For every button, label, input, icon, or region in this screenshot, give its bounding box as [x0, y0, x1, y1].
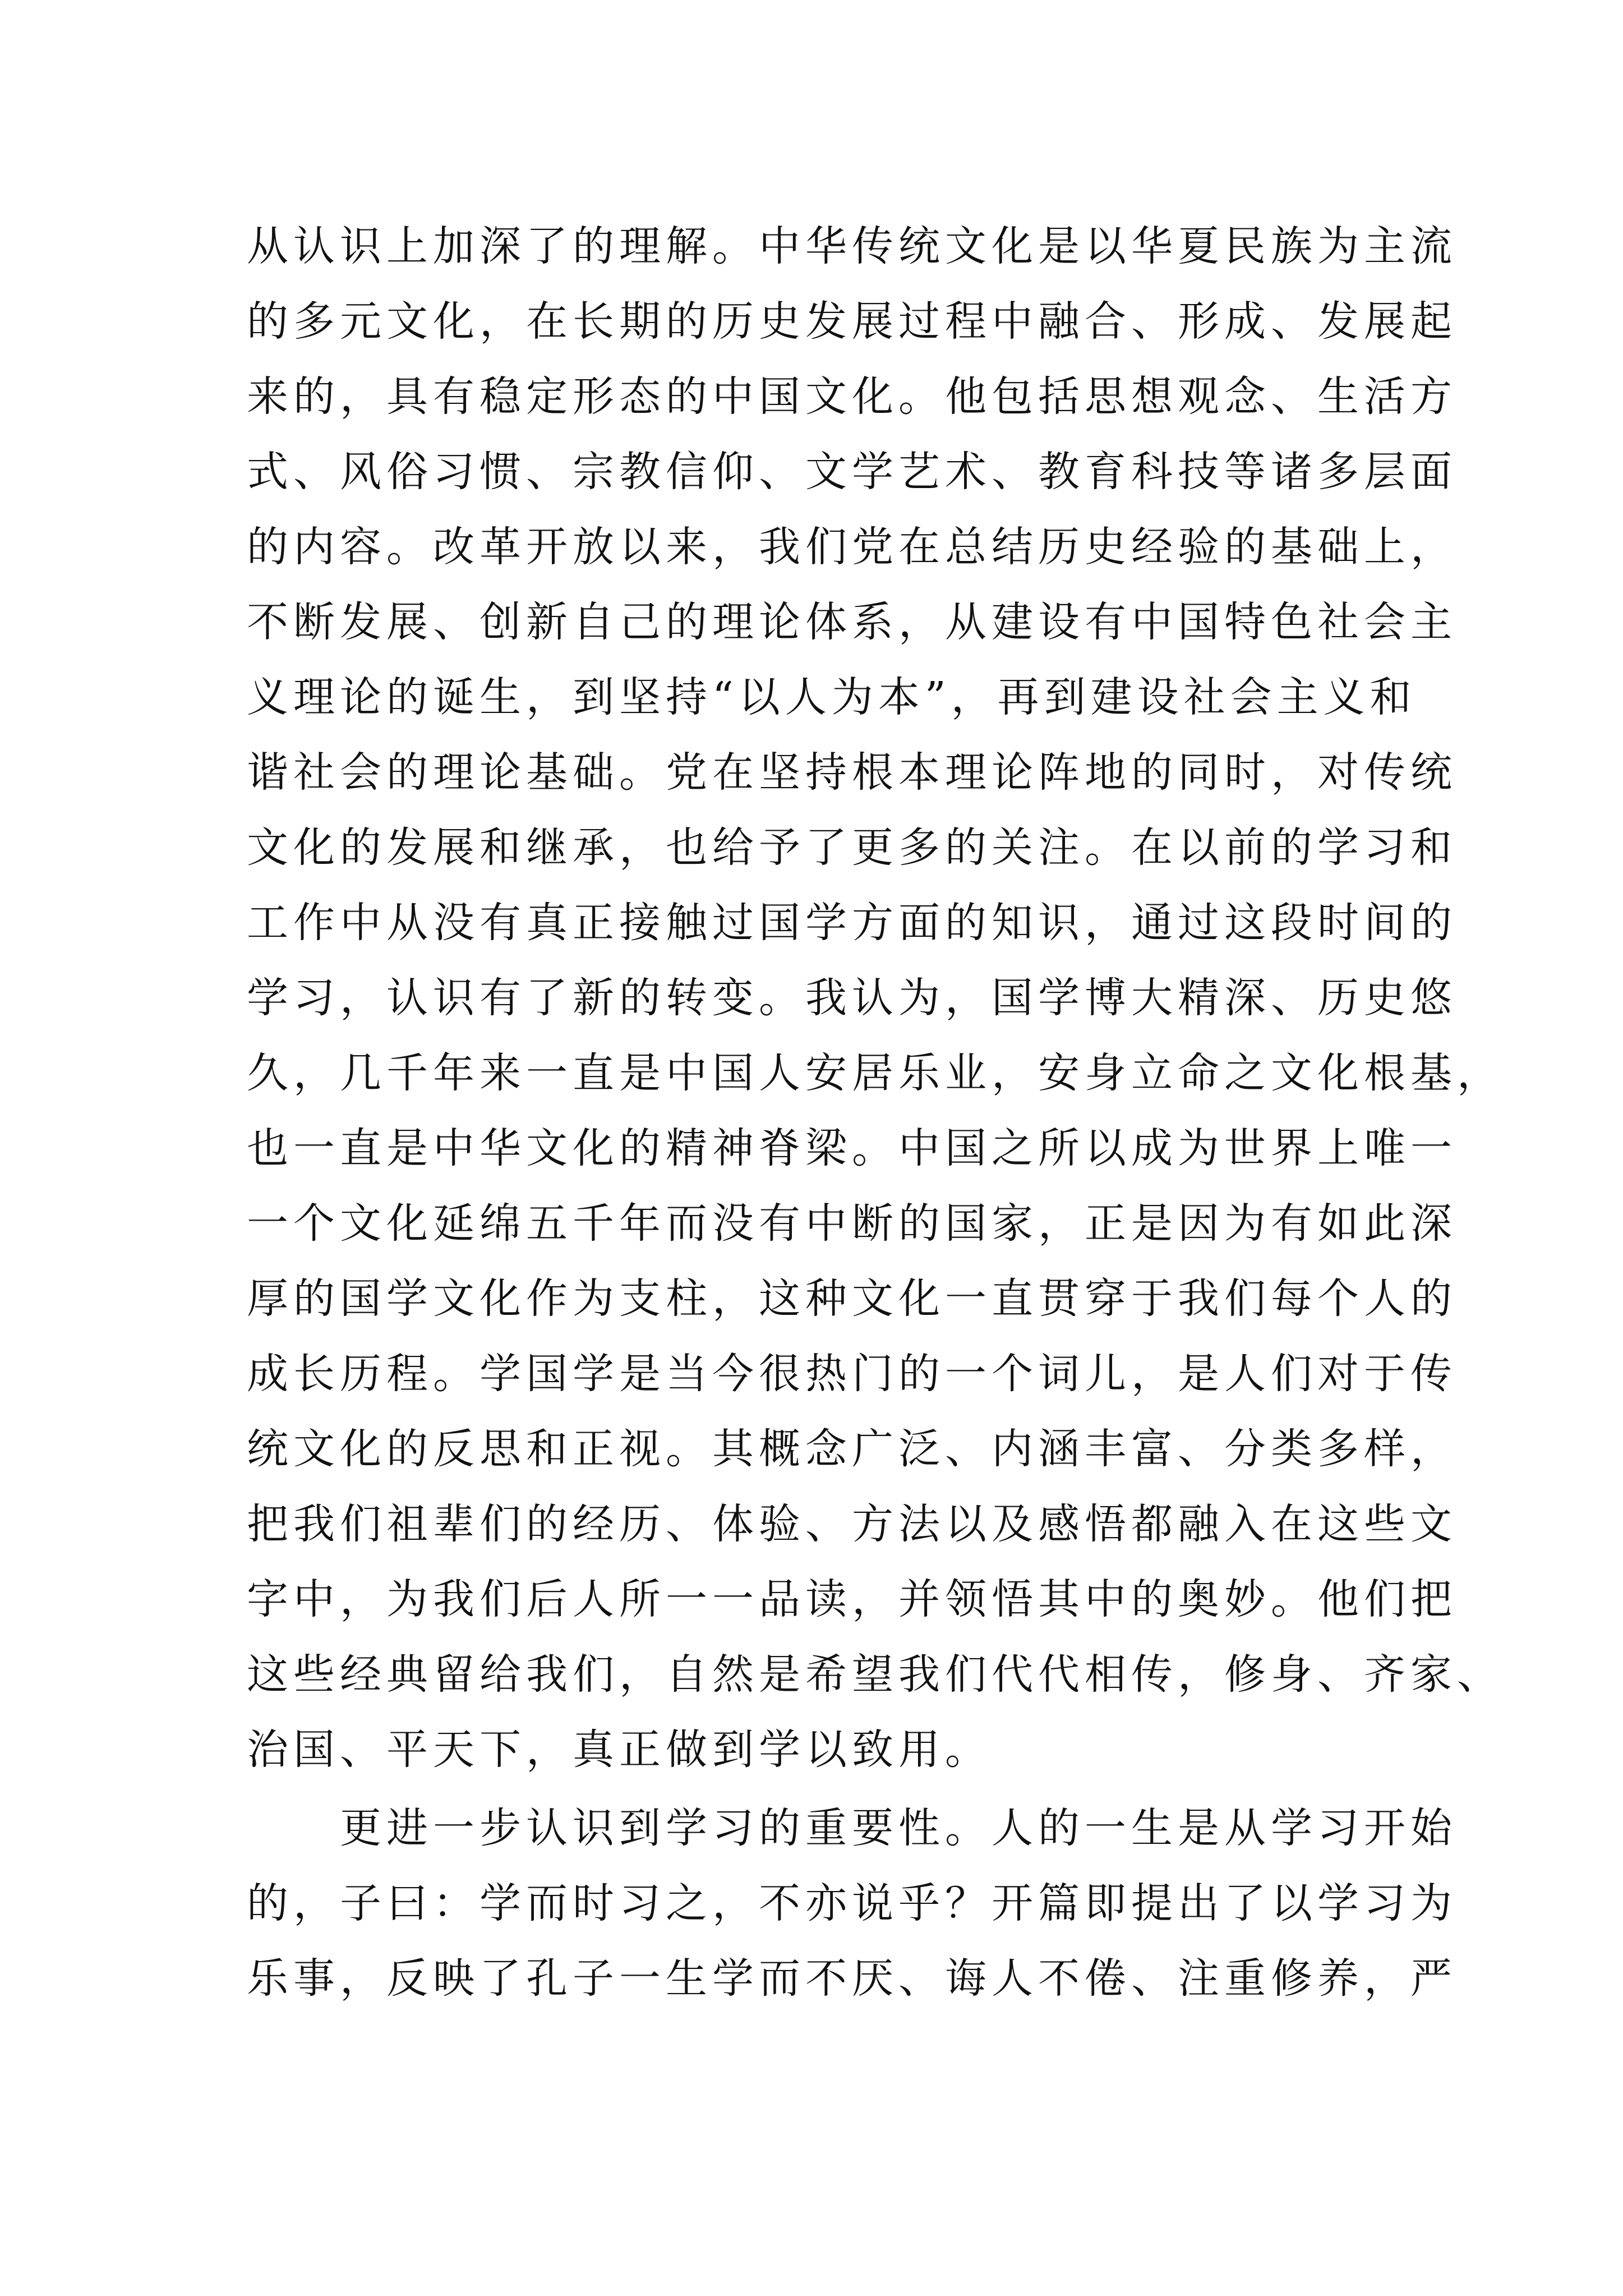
- text-line: 把我们祖辈们的经历、体验、方法以及感悟都融入在这些文: [247, 1500, 1457, 1548]
- paragraph-1: [247, 209, 1504, 1787]
- text-line: 字中，为我们后人所一一品读，并领悟其中的奥妙。他们把: [247, 1575, 1457, 1623]
- text-line: 谐社会的理论基础。党在坚持根本理论阵地的同时，对传统: [247, 748, 1457, 797]
- text-line: 这些经典留给我们，自然是希望我们代代相传，修身、齐家、: [247, 1650, 1504, 1699]
- text-line: 来的，具有稳定形态的中国文化。他包括思想观念、生活方: [247, 372, 1457, 421]
- text-line: 乐事，反映了孔子一生学而不厌、诲人不倦、注重修养，严: [247, 1954, 1457, 2003]
- body-text: [247, 209, 1504, 2016]
- text-line: 一个文化延绵五千年而没有中断的国家，正是因为有如此深: [247, 1199, 1457, 1248]
- text-line: 式、风俗习惯、宗教信仰、文学艺术、教育科技等诸多层面: [247, 448, 1457, 496]
- text-line: 久，几千年来一直是中国人安居乐业，安身立命之文化根基，: [247, 1049, 1504, 1097]
- paragraph-2: [247, 1791, 1457, 2016]
- text-line: 厚的国学文化作为支柱，这种文化一直贯穿于我们每个人的: [247, 1274, 1457, 1323]
- text-line: 文化的发展和继承，也给予了更多的关注。在以前的学习和: [247, 823, 1457, 872]
- text-line: 治国、平天下，真正做到学以致用。: [247, 1726, 992, 1774]
- text-line: 也一直是中华文化的精神脊梁。中国之所以成为世界上唯一: [247, 1124, 1457, 1172]
- text-line: 学习，认识有了新的转变。我认为，国学博大精深、历史悠: [247, 974, 1457, 1022]
- text-line: 不断发展、创新自己的理论体系，从建设有中国特色社会主: [247, 598, 1457, 646]
- text-line: 成长历程。学国学是当今很热门的一个词儿，是人们对于传: [247, 1350, 1457, 1398]
- text-line: 更进一步认识到学习的重要性。人的一生是从学习开始: [340, 1804, 1457, 1852]
- text-line: 的，子曰：学而时习之，不亦说乎？开篇即提出了以学习为: [247, 1879, 1457, 1927]
- text-line: 统文化的反思和正视。其概念广泛、内涵丰富、分类多样，: [247, 1425, 1457, 1473]
- text-line: 的内容。改革开放以来，我们党在总结历史经验的基础上，: [247, 523, 1457, 571]
- text-line: 工作中从没有真正接触过国学方面的知识，通过这段时间的: [247, 899, 1457, 947]
- text-line: 的多元文化，在长期的历史发展过程中融合、形成、发展起: [247, 297, 1457, 346]
- text-line: 从认识上加深了的理解。中华传统文化是以华夏民族为主流: [247, 222, 1457, 270]
- text-line: 义理论的诞生，到坚持“以人为本”，再到建设社会主义和: [247, 673, 1417, 721]
